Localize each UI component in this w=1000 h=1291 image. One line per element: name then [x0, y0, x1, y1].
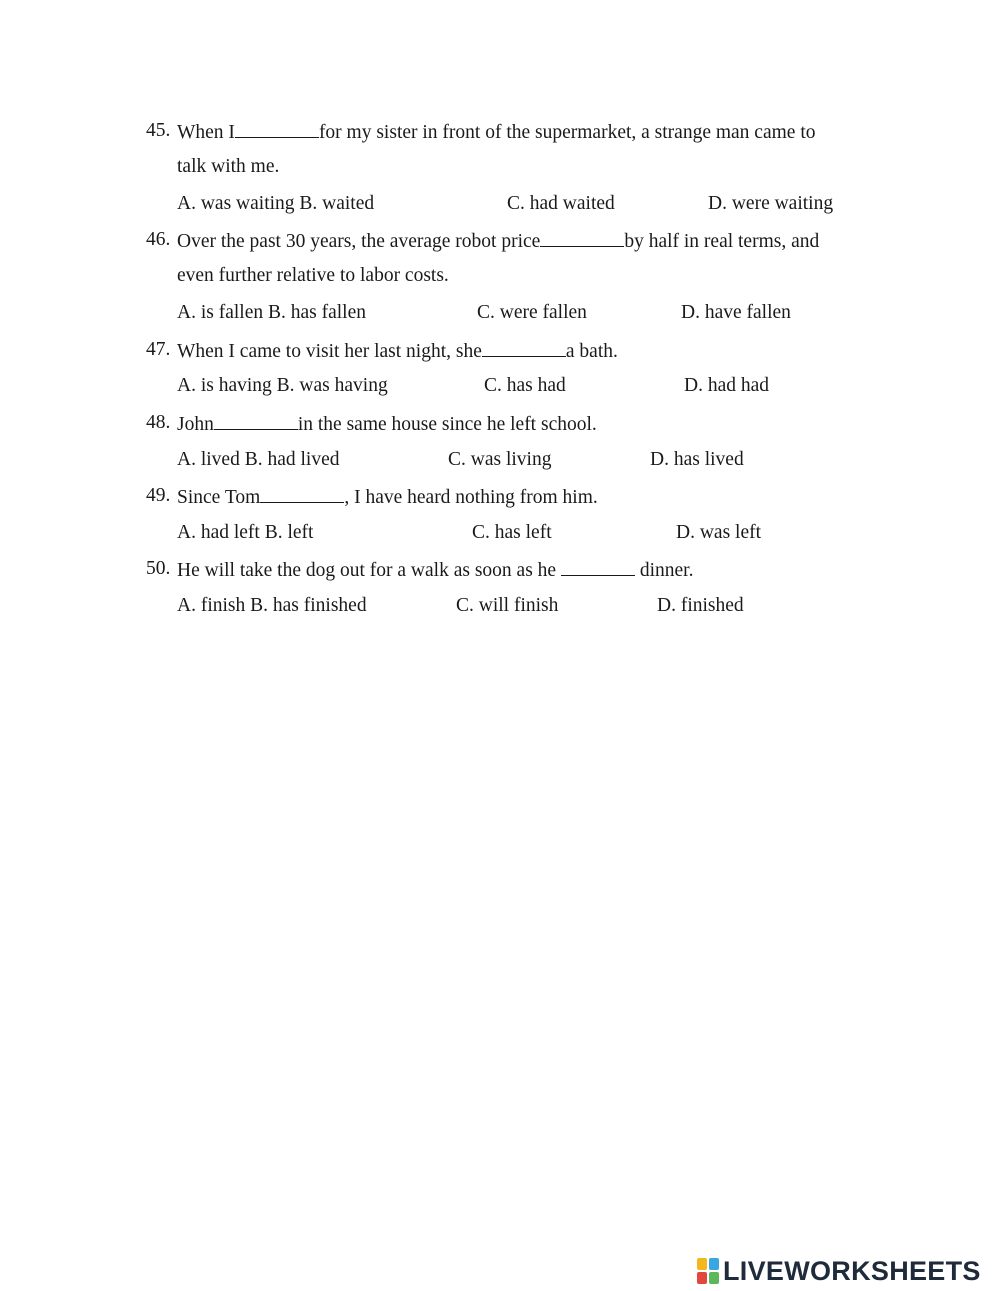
option-ab: A. lived B. had lived	[177, 449, 340, 470]
question-number: 50.	[146, 558, 171, 579]
liveworksheets-logo	[697, 1255, 981, 1287]
option-ab: A. had left B. left	[177, 522, 314, 543]
logo-tile	[709, 1272, 719, 1284]
option-c: C. has had	[484, 375, 566, 396]
question-number: 46.	[146, 229, 171, 250]
liveworksheets-icon	[697, 1258, 719, 1284]
question-number: 48.	[146, 412, 171, 433]
option-ab: A. is fallen B. has fallen	[177, 302, 366, 323]
option-c: C. were fallen	[477, 302, 587, 323]
question-number: 49.	[146, 485, 171, 506]
answer-blank[interactable]	[561, 557, 635, 576]
logo-tile	[709, 1258, 719, 1270]
option-d: D. finished	[657, 595, 744, 616]
liveworksheets-wordmark: LIVEWORKSHEETS	[723, 1256, 981, 1286]
option-ab: A. was waiting B. waited	[177, 193, 375, 214]
option-c: C. had waited	[507, 193, 615, 214]
question-text: Over the past 30 years, the average robot price	[177, 231, 541, 252]
question-text: even further relative to labor costs.	[177, 265, 449, 286]
answer-blank[interactable]	[482, 338, 566, 357]
question-text: John	[177, 414, 214, 435]
question-text: by half in real terms, and	[624, 231, 820, 252]
option-d: D. had had	[684, 375, 770, 396]
option-d: D. was left	[676, 522, 762, 543]
option-d: D. were waiting	[708, 193, 834, 214]
option-d: D. has lived	[650, 449, 744, 470]
answer-blank[interactable]	[260, 484, 344, 503]
question-text: He will take the dog out for a walk as soon as he	[177, 560, 557, 581]
question-text: a bath.	[565, 341, 618, 362]
question-number: 47.	[146, 339, 171, 360]
answer-blank[interactable]	[540, 228, 624, 247]
question-text: in the same house since he left school.	[297, 414, 597, 435]
logo-tile	[697, 1272, 707, 1284]
question-number: 45.	[146, 120, 171, 141]
option-ab: A. finish B. has finished	[177, 595, 367, 616]
answer-blank[interactable]	[214, 411, 298, 430]
question-text: , I have heard nothing from him.	[344, 487, 598, 508]
question-text: When I came to visit her last night, she	[177, 341, 482, 362]
answer-blank[interactable]	[235, 119, 319, 138]
option-c: C. will finish	[456, 595, 559, 616]
option-c: C. was living	[448, 449, 552, 470]
question-text: When I	[177, 122, 235, 143]
option-c: C. has left	[472, 522, 552, 543]
option-d: D. have fallen	[681, 302, 791, 323]
question-text: for my sister in front of the supermarket, a strange man came to	[318, 122, 816, 143]
question-text: Since Tom	[177, 487, 261, 508]
question-text: talk with me.	[177, 156, 280, 177]
logo-tile	[697, 1258, 707, 1270]
option-ab: A. is having B. was having	[177, 375, 388, 396]
question-text: dinner.	[639, 560, 694, 581]
